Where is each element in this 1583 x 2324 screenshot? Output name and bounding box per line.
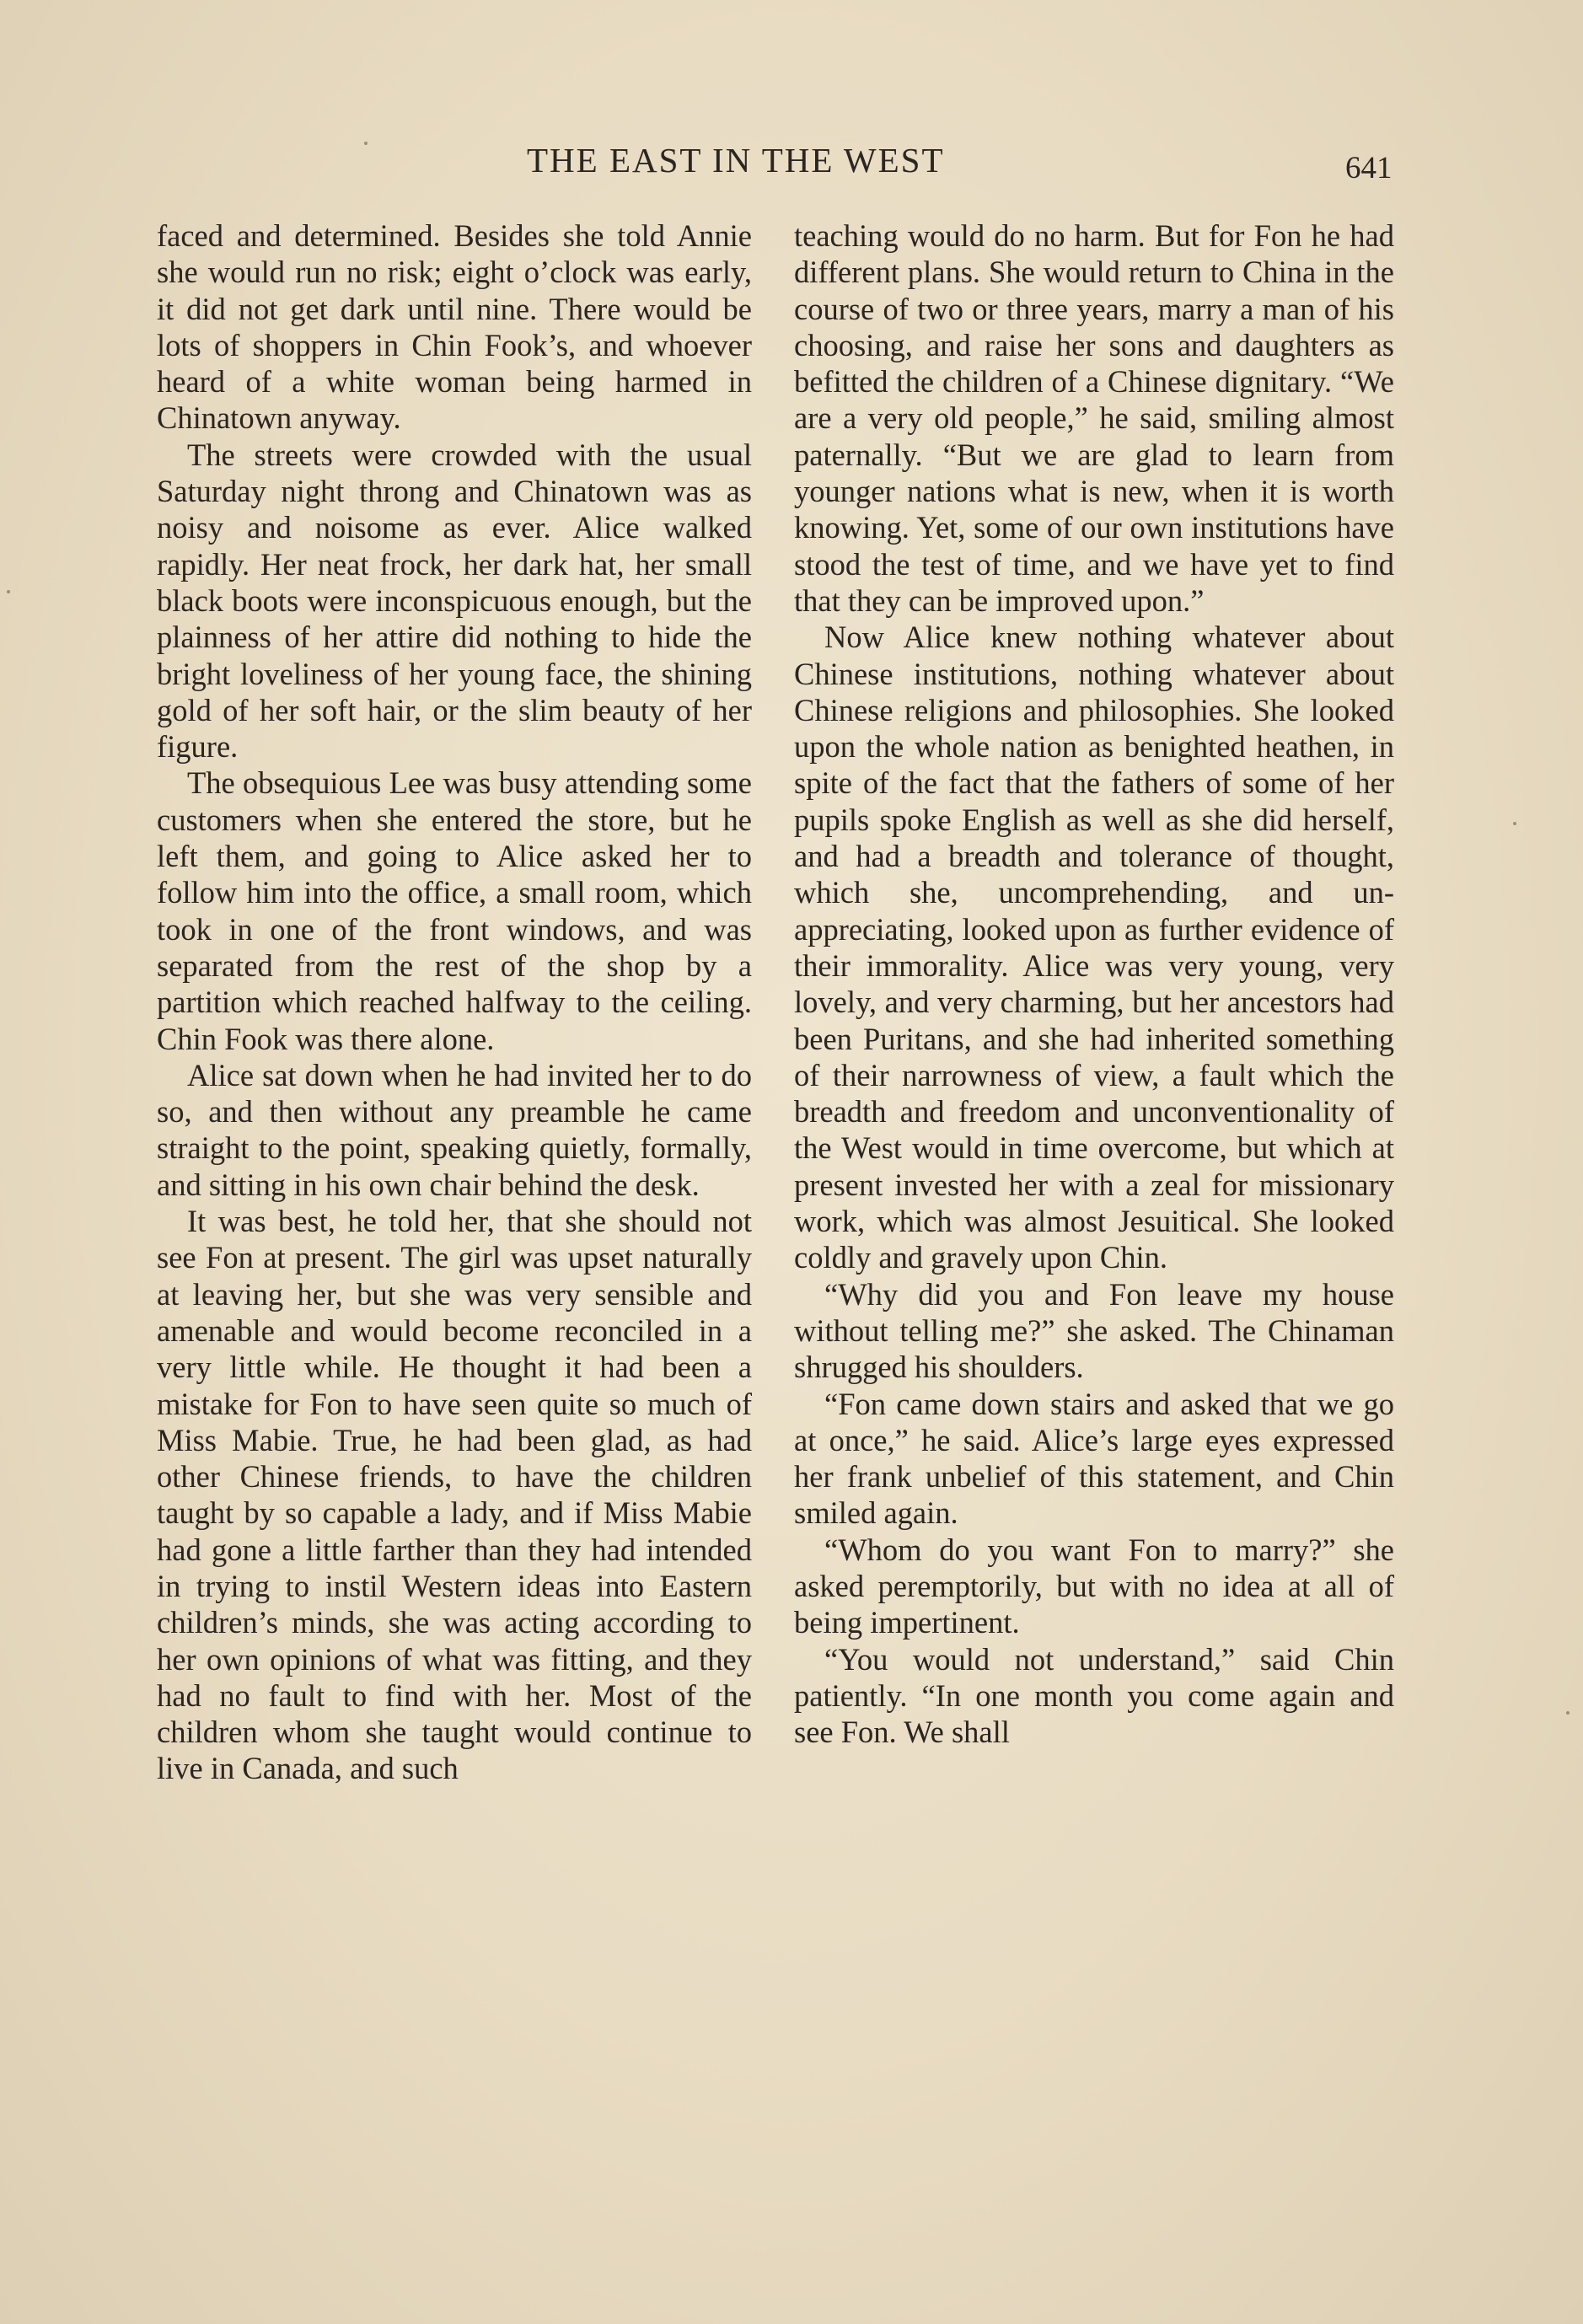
paper-speck bbox=[364, 142, 368, 145]
paper-speck bbox=[1566, 1711, 1570, 1715]
running-title: THE EAST IN THE WEST bbox=[527, 141, 945, 180]
paragraph: “Why did you and Fon leave my house without telling me?” she asked. The Chinaman shrugged his shoulders. bbox=[794, 1276, 1394, 1385]
left-column bbox=[157, 217, 752, 1787]
running-head bbox=[0, 140, 1583, 191]
paragraph: teaching would do no harm. But for Fon he had different plans. She would return to China in the course of two or three years, marry a man of his choosing, and raise her sons and daughters as befitted the children of a Chinese dignitary. “We are a very old people,” he said, smiling almost paternally. “But we are glad to learn from younger nations what is new, when it is worth knowing. Yet, some of our own institutions have stood the test of time, and we have yet to find that they can be improved upon.” bbox=[794, 218, 1394, 618]
paragraph: It was best, he told her, that she should not see Fon at present. The girl was upset naturally at leaving her, but she was very sensible and amenable and would become reconciled in a very little while. He thought it had been a mistake for Fon to have seen quite so much of Miss Mabie. True, he had been glad, as had other Chinese friends, to have the children taught by so capable a lady, and if Miss Mabie had gone a little farther than they had intended in trying to instil Western ideas into Eastern children’s minds, she was acting according to her own opinions of what was fitting, and they had no fault to find with her. Most of the children whom she taught would continue to live in Canada, and such bbox=[157, 1204, 752, 1786]
right-column bbox=[794, 217, 1394, 1750]
paper-speck bbox=[7, 590, 10, 593]
paragraph: The obsequious Lee was busy attending some customers when she entered the store, but he left them, and going to Alice asked her to follow him into the office, a small room, which took in one of the front windows, and was separated from the rest of the shop by a partition which reached halfway to the ceiling. Chin Fook was there alone. bbox=[157, 765, 752, 1056]
paper-speck bbox=[1513, 822, 1516, 825]
page-number: 641 bbox=[1345, 151, 1393, 185]
paragraph: Now Alice knew nothing whatever about Chinese institutions, nothing whatever about Chinese religions and philosophies. She looked upon the whole nation as benighted heathen, in spite of the fact that the fathers of some of her pupils spoke English as well as she did herself, and had a breadth and tolerance of thought, which she, uncomprehending, and unappreciating, looked upon as further evidence of their immorality. Alice was very young, very lovely, and very charming, but her ancestors had been Puritans, and she had inherited something of their narrowness of view, a fault which the breadth and freedom and unconventionality of the West would in time overcome, but which at present invested her with a zeal for missionary work, which was almost Jesuitical. She looked coldly and gravely upon Chin. bbox=[794, 620, 1394, 1275]
paragraph: “Fon came down stairs and asked that we go at once,” he said. Alice’s large eyes expressed her frank unbelief of this statement, and Chin smiled again. bbox=[794, 1386, 1394, 1531]
paragraph: “You would not understand,” said Chin patiently. “In one month you come again and see Fon. We shall bbox=[794, 1641, 1394, 1750]
paragraph: Alice sat down when he had invited her to do so, and then without any preamble he came straight to the point, speaking quietly, formally, and sitting in his own chair behind the desk. bbox=[157, 1057, 752, 1202]
paragraph: faced and determined. Besides she told Annie she would run no risk; eight o’clock was early, it did not get dark until nine. There would be lots of shoppers in Chin Fook’s, and whoever heard of a white woman being harmed in Chinatown anyway. bbox=[157, 218, 752, 436]
paragraph: The streets were crowded with the usual Saturday night throng and Chinatown was as noisy and noisome as ever. Alice walked rapidly. Her neat frock, her dark hat, her small black boots were inconspicuous enough, but the plainness of her attire did nothing to hide the bright loveliness of her young face, the shining gold of her soft hair, or the slim beauty of her figure. bbox=[157, 437, 752, 765]
paragraph: “Whom do you want Fon to marry?” she asked peremptorily, but with no idea at all of being impertinent. bbox=[794, 1532, 1394, 1640]
